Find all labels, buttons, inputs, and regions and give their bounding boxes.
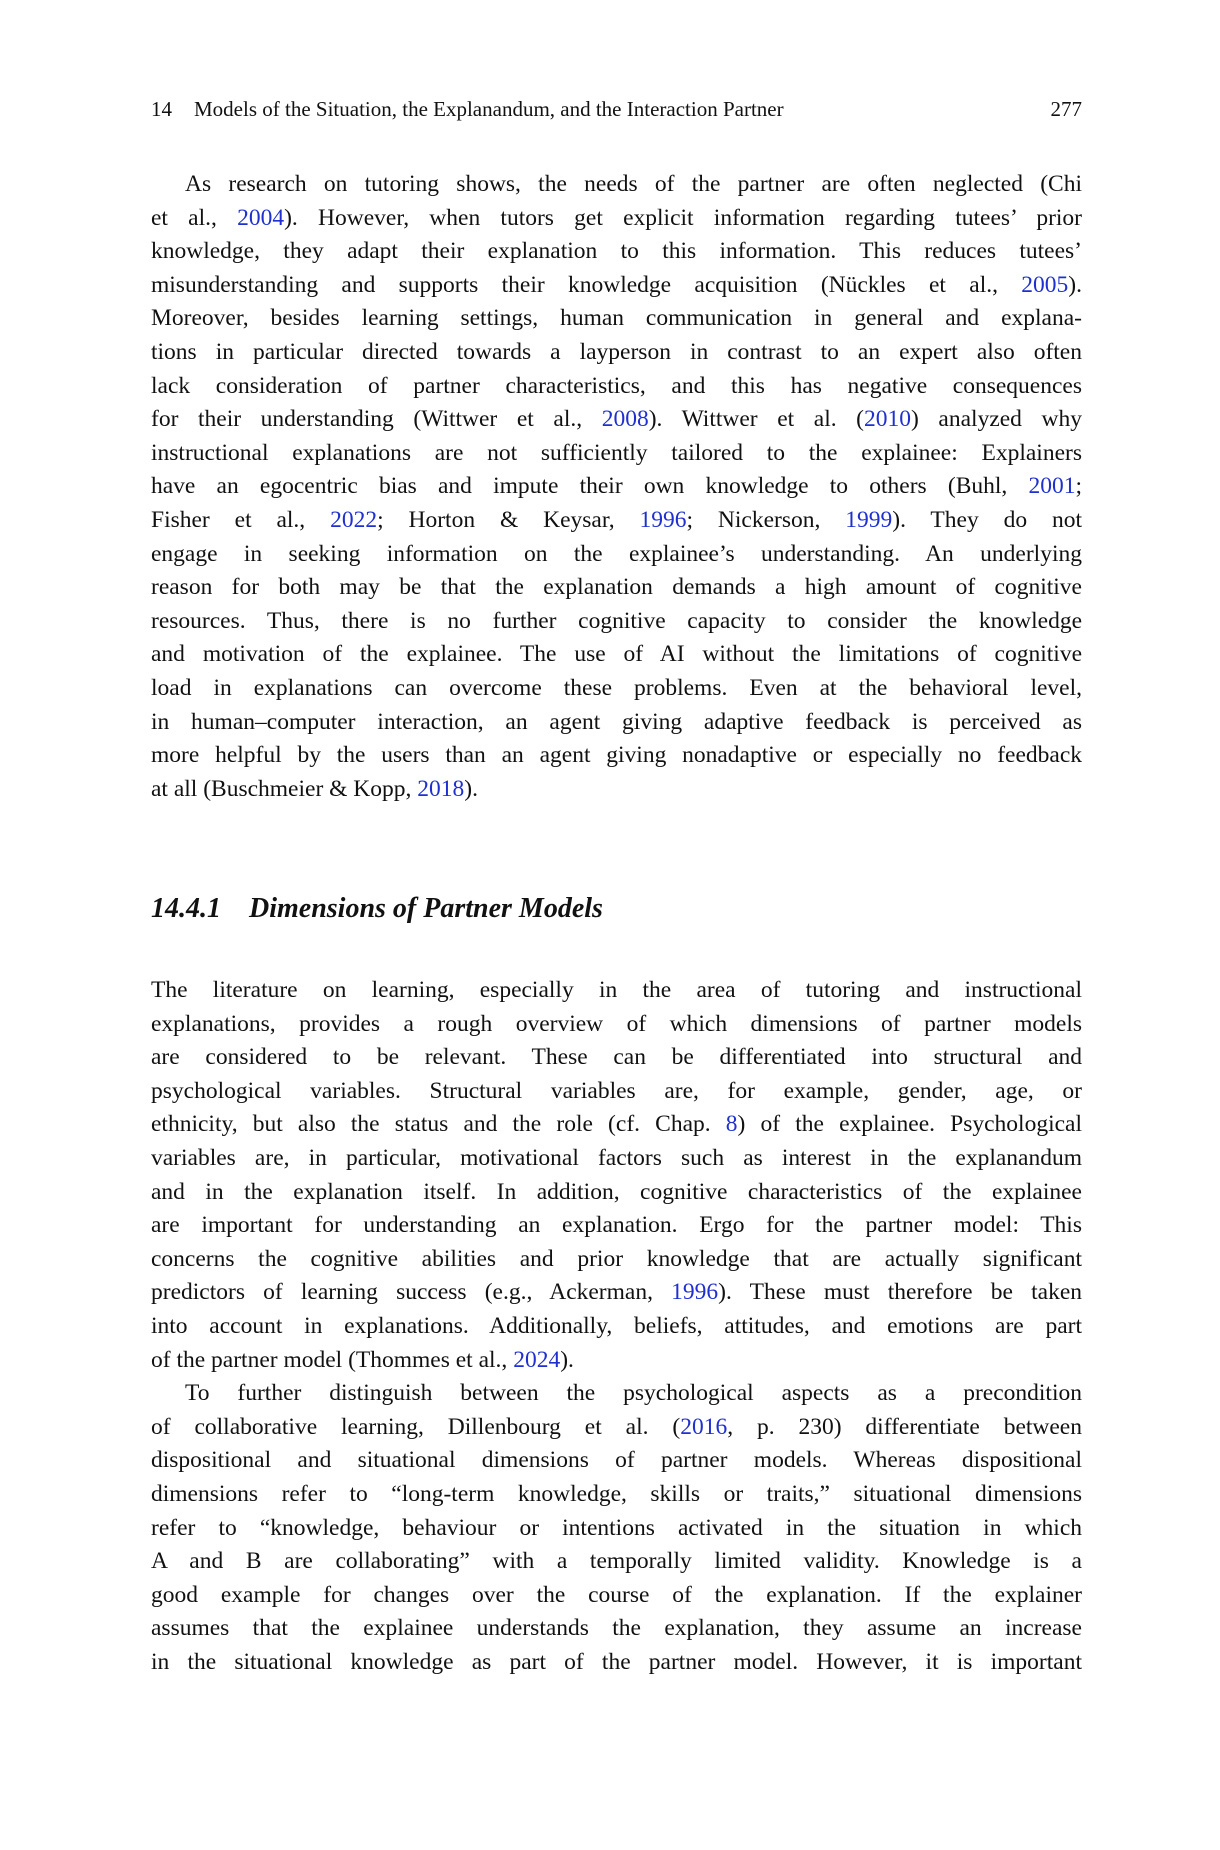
text-line <box>151 437 1082 471</box>
text-segment: variables are, in particular, motivational factors such as interest in the explanandum <box>151 1144 1082 1171</box>
body-text-before-heading <box>151 168 1082 806</box>
text-line <box>151 571 1082 605</box>
text-line <box>151 1008 1082 1042</box>
text-segment: for their understanding (Wittwer et al., <box>151 406 602 433</box>
text-segment: ; <box>1075 473 1082 500</box>
text-line <box>151 403 1082 437</box>
text-segment: To further distinguish between the psychological aspects as a precondition <box>185 1380 1082 1407</box>
text-line <box>151 269 1082 303</box>
text-line <box>151 605 1082 639</box>
text-line <box>151 1243 1082 1277</box>
text-segment: are important for understanding an explanation. Ergo for the partner model: This <box>151 1212 1082 1239</box>
text-segment: reason for both may be that the explanation demands a high amount of cognitive <box>151 574 1082 601</box>
text-segment: ; Nickerson, <box>686 506 846 533</box>
text-segment: ) of the explainee. Psychological <box>737 1111 1082 1138</box>
text-segment: ). They do not <box>892 506 1082 533</box>
text-segment: resources. Thus, there is no further cognitive capacity to consider the knowledge <box>151 607 1082 634</box>
text-segment: , p. 230) differentiate between <box>727 1413 1082 1440</box>
text-segment: ). These must therefore be taken <box>718 1279 1082 1306</box>
text-line <box>151 1512 1082 1546</box>
text-segment: engage in seeking information on the explainee’s understanding. An underlying <box>151 540 1082 567</box>
text-segment: refer to “knowledge, behaviour or intentions activated in the situation in which <box>151 1514 1082 1541</box>
text-segment: A and B are collaborating” with a temporally limited validity. Knowledge is a <box>151 1548 1082 1575</box>
text-line <box>151 1108 1082 1142</box>
text-line <box>151 202 1082 236</box>
text-line <box>151 1176 1082 1210</box>
text-line <box>151 504 1082 538</box>
text-segment: of the partner model (Thommes et al., <box>151 1346 514 1373</box>
text-segment: assumes that the explainee understands the explanation, they assume an increase <box>151 1615 1082 1642</box>
citation-link[interactable]: 1999 <box>845 506 893 533</box>
text-line <box>151 773 1082 807</box>
text-line <box>151 1646 1082 1680</box>
citation-link[interactable]: 2001 <box>1028 473 1076 500</box>
text-line <box>151 638 1082 672</box>
citation-link[interactable]: 2005 <box>1021 271 1069 298</box>
chapter-title: Models of the Situation, the Explanandum, and the Interaction Partner <box>194 97 784 121</box>
text-segment: into account in explanations. Additionally, beliefs, attitudes, and emotions are part <box>151 1312 1082 1339</box>
text-line <box>151 739 1082 773</box>
section-title: Dimensions of Partner Models <box>249 893 603 924</box>
text-segment: ). <box>464 775 478 802</box>
text-line <box>151 1276 1082 1310</box>
text-segment: and in the explanation itself. In addition, cognitive characteristics of the explainee <box>151 1178 1082 1205</box>
citation-link[interactable]: 2010 <box>864 406 912 433</box>
text-segment: in human–computer interaction, an agent giving adaptive feedback is perceived as <box>151 708 1082 735</box>
text-line <box>151 1344 1082 1378</box>
text-segment: ). <box>560 1346 574 1373</box>
section-number: 14.4.1 <box>151 893 221 924</box>
text-line <box>151 974 1082 1008</box>
text-line <box>151 336 1082 370</box>
text-segment: instructional explanations are not sufficiently tailored to the explainee: Explainers <box>151 439 1082 466</box>
text-segment: ). However, when tutors get explicit information regarding tutees’ prior <box>284 204 1082 231</box>
text-segment: Moreover, besides learning settings, human communication in general and explana- <box>151 305 1082 332</box>
text-segment: As research on tutoring shows, the needs of the partner are often neglected (Chi <box>185 171 1082 197</box>
text-segment: ethnicity, but also the status and the role (cf. Chap. <box>151 1111 726 1138</box>
text-line <box>151 538 1082 572</box>
citation-link[interactable]: 2018 <box>417 775 465 802</box>
text-line <box>151 302 1082 336</box>
text-segment: lack consideration of partner characteristics, and this has negative consequences <box>151 372 1082 399</box>
text-line <box>151 1041 1082 1075</box>
text-line <box>151 1075 1082 1109</box>
text-segment: misunderstanding and supports their knowledge acquisition (Nückles et al., <box>151 271 1022 298</box>
text-line <box>151 168 1082 202</box>
citation-link[interactable]: 8 <box>725 1111 738 1138</box>
text-segment: have an egocentric bias and impute their own knowledge to others (Buhl, <box>151 473 1029 500</box>
text-segment: dimensions refer to “long-term knowledge, skills or traits,” situational dimensions <box>151 1480 1082 1507</box>
text-segment: and motivation of the explainee. The use of AI without the limitations of cognitive <box>151 641 1082 668</box>
text-line <box>151 1545 1082 1579</box>
text-line <box>151 1478 1082 1512</box>
citation-link[interactable]: 2004 <box>237 204 285 231</box>
text-line <box>151 1411 1082 1445</box>
citation-link[interactable]: 1996 <box>671 1279 719 1306</box>
citation-link[interactable]: 2022 <box>330 506 378 533</box>
text-line <box>151 370 1082 404</box>
text-line <box>151 706 1082 740</box>
text-line <box>151 672 1082 706</box>
text-segment: ). <box>1068 271 1082 298</box>
citation-link[interactable]: 2008 <box>601 406 649 433</box>
citation-link[interactable]: 2024 <box>513 1346 561 1373</box>
text-segment: ; Horton & Keysar, <box>377 506 640 533</box>
text-segment: predictors of learning success (e.g., Ackerman, <box>151 1279 672 1306</box>
text-segment: ) analyzed why <box>911 406 1082 433</box>
text-segment: explanations, provides a rough overview of which dimensions of partner models <box>151 1010 1082 1037</box>
text-line <box>151 1209 1082 1243</box>
text-line <box>151 235 1082 269</box>
section-heading <box>151 893 603 925</box>
body-text-after-heading <box>151 974 1082 1679</box>
running-head-title <box>151 97 784 122</box>
text-line <box>151 1142 1082 1176</box>
text-segment: tions in particular directed towards a layperson in contrast to an expert also often <box>151 338 1082 365</box>
text-segment: of collaborative learning, Dillenbourg et al. ( <box>151 1413 681 1440</box>
text-segment: Fisher et al., <box>151 506 331 533</box>
text-line <box>151 1310 1082 1344</box>
text-line <box>151 1612 1082 1646</box>
text-line <box>151 1444 1082 1478</box>
chapter-number: 14 <box>151 97 172 121</box>
text-segment: ). Wittwer et al. ( <box>648 406 865 433</box>
text-segment: concerns the cognitive abilities and prior knowledge that are actually significant <box>151 1245 1082 1272</box>
citation-link[interactable]: 1996 <box>639 506 687 533</box>
text-segment: in the situational knowledge as part of the partner model. However, it is important <box>151 1648 1082 1675</box>
text-segment: knowledge, they adapt their explanation to this information. This reduces tutees’ <box>151 238 1082 265</box>
text-line <box>151 470 1082 504</box>
text-segment: at all (Buschmeier & Kopp, <box>151 775 418 802</box>
text-line <box>151 1579 1082 1613</box>
text-segment: psychological variables. Structural variables are, for example, gender, age, or <box>151 1077 1082 1104</box>
text-segment: dispositional and situational dimensions of partner models. Whereas dispositional <box>151 1447 1082 1474</box>
text-segment: good example for changes over the course of the explanation. If the explainer <box>151 1581 1082 1608</box>
text-segment: are considered to be relevant. These can be differentiated into structural and <box>151 1044 1082 1071</box>
running-head <box>151 97 1082 122</box>
text-segment: The literature on learning, especially in the area of tutoring and instructional <box>151 977 1082 1003</box>
citation-link[interactable]: 2016 <box>680 1413 728 1440</box>
page-number: 277 <box>1050 97 1082 121</box>
text-segment: load in explanations can overcome these problems. Even at the behavioral level, <box>151 674 1082 701</box>
text-line <box>151 1377 1082 1411</box>
text-segment: et al., <box>151 204 238 231</box>
text-segment: more helpful by the users than an agent giving nonadaptive or especially no feedback <box>151 742 1082 769</box>
